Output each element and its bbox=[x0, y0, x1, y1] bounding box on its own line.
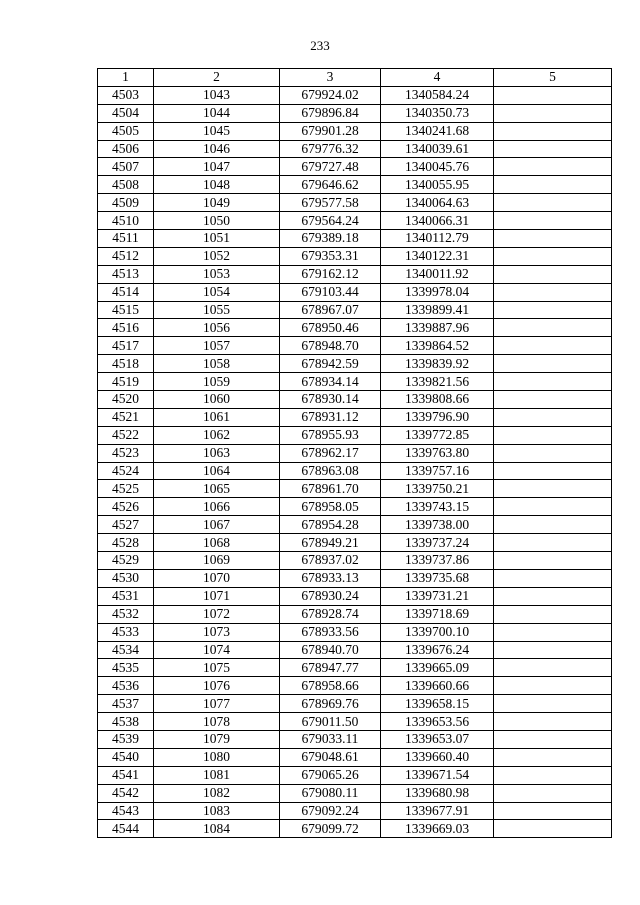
table-cell-col-4: 1339658.15 bbox=[381, 695, 494, 713]
table-row bbox=[98, 713, 612, 731]
table-cell-col-1: 4527 bbox=[98, 516, 154, 534]
table-row bbox=[98, 730, 612, 748]
table-cell-col-2: 1046 bbox=[154, 140, 280, 158]
table-row bbox=[98, 659, 612, 677]
table-cell-col-2: 1059 bbox=[154, 373, 280, 391]
column-header-3: 3 bbox=[280, 69, 381, 87]
table-cell-col-3: 678933.13 bbox=[280, 569, 381, 587]
table-cell-col-5 bbox=[494, 426, 612, 444]
table-cell-col-4: 1339743.15 bbox=[381, 498, 494, 516]
table-row bbox=[98, 247, 612, 265]
table-row bbox=[98, 319, 612, 337]
table-cell-col-4: 1339660.40 bbox=[381, 748, 494, 766]
table-cell-col-2: 1061 bbox=[154, 408, 280, 426]
table-cell-col-2: 1043 bbox=[154, 86, 280, 104]
table-cell-col-3: 678930.14 bbox=[280, 391, 381, 409]
table-cell-col-4: 1339772.85 bbox=[381, 426, 494, 444]
table-cell-col-5 bbox=[494, 820, 612, 838]
table-cell-col-4: 1339735.68 bbox=[381, 569, 494, 587]
table-cell-col-4: 1340350.73 bbox=[381, 104, 494, 122]
table-cell-col-1: 4543 bbox=[98, 802, 154, 820]
table-cell-col-1: 4515 bbox=[98, 301, 154, 319]
table-cell-col-4: 1340584.24 bbox=[381, 86, 494, 104]
table-cell-col-1: 4518 bbox=[98, 355, 154, 373]
table-cell-col-1: 4512 bbox=[98, 247, 154, 265]
table-row bbox=[98, 480, 612, 498]
table-cell-col-5 bbox=[494, 212, 612, 230]
table-cell-col-2: 1075 bbox=[154, 659, 280, 677]
table-cell-col-5 bbox=[494, 766, 612, 784]
table-cell-col-2: 1066 bbox=[154, 498, 280, 516]
table-cell-col-1: 4507 bbox=[98, 158, 154, 176]
table-header bbox=[98, 69, 612, 87]
table-cell-col-3: 678958.05 bbox=[280, 498, 381, 516]
table-cell-col-2: 1050 bbox=[154, 212, 280, 230]
table-cell-col-1: 4531 bbox=[98, 587, 154, 605]
column-header-4: 4 bbox=[381, 69, 494, 87]
table-cell-col-3: 679577.58 bbox=[280, 194, 381, 212]
table-cell-col-2: 1052 bbox=[154, 247, 280, 265]
table-cell-col-3: 678937.02 bbox=[280, 552, 381, 570]
table-cell-col-5 bbox=[494, 623, 612, 641]
table-cell-col-4: 1339669.03 bbox=[381, 820, 494, 838]
table-cell-col-5 bbox=[494, 534, 612, 552]
table-cell-col-1: 4538 bbox=[98, 713, 154, 731]
table-cell-col-4: 1340064.63 bbox=[381, 194, 494, 212]
table-cell-col-4: 1340241.68 bbox=[381, 122, 494, 140]
table-cell-col-3: 679092.24 bbox=[280, 802, 381, 820]
table-row bbox=[98, 122, 612, 140]
table-cell-col-2: 1065 bbox=[154, 480, 280, 498]
table-cell-col-3: 679048.61 bbox=[280, 748, 381, 766]
table-cell-col-3: 679896.84 bbox=[280, 104, 381, 122]
table-row bbox=[98, 176, 612, 194]
table-cell-col-2: 1069 bbox=[154, 552, 280, 570]
table-row bbox=[98, 516, 612, 534]
table-cell-col-1: 4504 bbox=[98, 104, 154, 122]
table-cell-col-5 bbox=[494, 659, 612, 677]
table-cell-col-2: 1045 bbox=[154, 122, 280, 140]
table-cell-col-2: 1081 bbox=[154, 766, 280, 784]
table-cell-col-2: 1051 bbox=[154, 230, 280, 248]
table-cell-col-4: 1339763.80 bbox=[381, 444, 494, 462]
coordinates-table bbox=[97, 68, 612, 838]
table-cell-col-3: 678947.77 bbox=[280, 659, 381, 677]
table-cell-col-3: 678969.76 bbox=[280, 695, 381, 713]
table-cell-col-5 bbox=[494, 408, 612, 426]
table-row bbox=[98, 265, 612, 283]
table-row bbox=[98, 641, 612, 659]
table-cell-col-4: 1339757.16 bbox=[381, 462, 494, 480]
table-cell-col-5 bbox=[494, 730, 612, 748]
table-row bbox=[98, 462, 612, 480]
table-cell-col-1: 4523 bbox=[98, 444, 154, 462]
column-header-2: 2 bbox=[154, 69, 280, 87]
table-row bbox=[98, 552, 612, 570]
table-cell-col-5 bbox=[494, 301, 612, 319]
table-cell-col-3: 679901.28 bbox=[280, 122, 381, 140]
table-cell-col-4: 1339653.07 bbox=[381, 730, 494, 748]
table-cell-col-4: 1339737.24 bbox=[381, 534, 494, 552]
table-row bbox=[98, 301, 612, 319]
table-cell-col-4: 1339978.04 bbox=[381, 283, 494, 301]
table-cell-col-4: 1339676.24 bbox=[381, 641, 494, 659]
table-cell-col-4: 1340112.79 bbox=[381, 230, 494, 248]
table-cell-col-5 bbox=[494, 802, 612, 820]
table-cell-col-1: 4540 bbox=[98, 748, 154, 766]
table-cell-col-2: 1053 bbox=[154, 265, 280, 283]
table-cell-col-4: 1340045.76 bbox=[381, 158, 494, 176]
table-cell-col-5 bbox=[494, 391, 612, 409]
table-cell-col-3: 679033.11 bbox=[280, 730, 381, 748]
table-cell-col-2: 1072 bbox=[154, 605, 280, 623]
table-cell-col-4: 1339887.96 bbox=[381, 319, 494, 337]
table-cell-col-2: 1084 bbox=[154, 820, 280, 838]
table-row bbox=[98, 212, 612, 230]
table-cell-col-3: 679065.26 bbox=[280, 766, 381, 784]
table-cell-col-3: 678950.46 bbox=[280, 319, 381, 337]
table-cell-col-1: 4514 bbox=[98, 283, 154, 301]
table-cell-col-3: 679776.32 bbox=[280, 140, 381, 158]
table-cell-col-3: 678948.70 bbox=[280, 337, 381, 355]
table-cell-col-5 bbox=[494, 86, 612, 104]
table-cell-col-2: 1079 bbox=[154, 730, 280, 748]
table-cell-col-5 bbox=[494, 283, 612, 301]
table-cell-col-2: 1049 bbox=[154, 194, 280, 212]
table-cell-col-4: 1339750.21 bbox=[381, 480, 494, 498]
table-row bbox=[98, 802, 612, 820]
table-cell-col-1: 4535 bbox=[98, 659, 154, 677]
table-cell-col-1: 4530 bbox=[98, 569, 154, 587]
table-cell-col-5 bbox=[494, 140, 612, 158]
table-cell-col-1: 4505 bbox=[98, 122, 154, 140]
table-cell-col-5 bbox=[494, 230, 612, 248]
table-cell-col-5 bbox=[494, 641, 612, 659]
table-cell-col-1: 4510 bbox=[98, 212, 154, 230]
table-cell-col-3: 678967.07 bbox=[280, 301, 381, 319]
table-cell-col-2: 1047 bbox=[154, 158, 280, 176]
page-number: 233 bbox=[310, 38, 330, 53]
table-row bbox=[98, 444, 612, 462]
header-row bbox=[98, 69, 612, 87]
table-row bbox=[98, 158, 612, 176]
table-cell-col-2: 1076 bbox=[154, 677, 280, 695]
table-cell-col-3: 678958.66 bbox=[280, 677, 381, 695]
table-cell-col-5 bbox=[494, 265, 612, 283]
table-cell-col-3: 679389.18 bbox=[280, 230, 381, 248]
table-cell-col-1: 4541 bbox=[98, 766, 154, 784]
table-cell-col-1: 4516 bbox=[98, 319, 154, 337]
table-cell-col-3: 678963.08 bbox=[280, 462, 381, 480]
table-row bbox=[98, 695, 612, 713]
table-cell-col-4: 1339653.56 bbox=[381, 713, 494, 731]
table-cell-col-5 bbox=[494, 122, 612, 140]
table-cell-col-5 bbox=[494, 194, 612, 212]
table-row bbox=[98, 569, 612, 587]
table-cell-col-2: 1073 bbox=[154, 623, 280, 641]
table-cell-col-3: 678962.17 bbox=[280, 444, 381, 462]
table-cell-col-1: 4506 bbox=[98, 140, 154, 158]
table-cell-col-4: 1340011.92 bbox=[381, 265, 494, 283]
table-row bbox=[98, 337, 612, 355]
table-cell-col-5 bbox=[494, 784, 612, 802]
table-row bbox=[98, 194, 612, 212]
table-cell-col-2: 1068 bbox=[154, 534, 280, 552]
table-cell-col-3: 678940.70 bbox=[280, 641, 381, 659]
table-cell-col-4: 1339737.86 bbox=[381, 552, 494, 570]
table-cell-col-2: 1055 bbox=[154, 301, 280, 319]
table-cell-col-1: 4508 bbox=[98, 176, 154, 194]
table-cell-col-1: 4513 bbox=[98, 265, 154, 283]
table-cell-col-4: 1340122.31 bbox=[381, 247, 494, 265]
table-row bbox=[98, 587, 612, 605]
table-cell-col-4: 1339899.41 bbox=[381, 301, 494, 319]
table-cell-col-2: 1044 bbox=[154, 104, 280, 122]
table-cell-col-2: 1077 bbox=[154, 695, 280, 713]
table-cell-col-4: 1339738.00 bbox=[381, 516, 494, 534]
table-cell-col-5 bbox=[494, 373, 612, 391]
table-row bbox=[98, 498, 612, 516]
table-cell-col-1: 4509 bbox=[98, 194, 154, 212]
table-cell-col-1: 4533 bbox=[98, 623, 154, 641]
table-cell-col-3: 679162.12 bbox=[280, 265, 381, 283]
table-cell-col-2: 1071 bbox=[154, 587, 280, 605]
table-cell-col-5 bbox=[494, 355, 612, 373]
table-cell-col-3: 678961.70 bbox=[280, 480, 381, 498]
table-row bbox=[98, 820, 612, 838]
table-cell-col-3: 678942.59 bbox=[280, 355, 381, 373]
table-cell-col-4: 1339821.56 bbox=[381, 373, 494, 391]
table-cell-col-3: 678934.14 bbox=[280, 373, 381, 391]
table-cell-col-3: 678931.12 bbox=[280, 408, 381, 426]
table-cell-col-1: 4511 bbox=[98, 230, 154, 248]
table-cell-col-1: 4524 bbox=[98, 462, 154, 480]
table-cell-col-5 bbox=[494, 337, 612, 355]
table-cell-col-5 bbox=[494, 104, 612, 122]
table-cell-col-5 bbox=[494, 677, 612, 695]
table-cell-col-1: 4528 bbox=[98, 534, 154, 552]
table-cell-col-2: 1062 bbox=[154, 426, 280, 444]
table-cell-col-3: 678955.93 bbox=[280, 426, 381, 444]
table-cell-col-1: 4517 bbox=[98, 337, 154, 355]
table-cell-col-1: 4522 bbox=[98, 426, 154, 444]
table-cell-col-5 bbox=[494, 587, 612, 605]
table-cell-col-5 bbox=[494, 444, 612, 462]
table-cell-col-1: 4529 bbox=[98, 552, 154, 570]
table-cell-col-4: 1339671.54 bbox=[381, 766, 494, 784]
table-cell-col-3: 679353.31 bbox=[280, 247, 381, 265]
table-cell-col-4: 1339796.90 bbox=[381, 408, 494, 426]
table-row bbox=[98, 283, 612, 301]
table-cell-col-3: 679099.72 bbox=[280, 820, 381, 838]
table-cell-col-1: 4520 bbox=[98, 391, 154, 409]
table-cell-col-5 bbox=[494, 498, 612, 516]
table-cell-col-3: 679103.44 bbox=[280, 283, 381, 301]
table-cell-col-4: 1339660.66 bbox=[381, 677, 494, 695]
table-cell-col-2: 1054 bbox=[154, 283, 280, 301]
table-cell-col-5 bbox=[494, 713, 612, 731]
table-cell-col-4: 1340039.61 bbox=[381, 140, 494, 158]
table-row bbox=[98, 355, 612, 373]
table-cell-col-1: 4519 bbox=[98, 373, 154, 391]
table-cell-col-3: 679924.02 bbox=[280, 86, 381, 104]
table-row bbox=[98, 605, 612, 623]
table-row bbox=[98, 104, 612, 122]
table-cell-col-1: 4526 bbox=[98, 498, 154, 516]
table-cell-col-5 bbox=[494, 158, 612, 176]
table-row bbox=[98, 426, 612, 444]
column-header-5: 5 bbox=[494, 69, 612, 87]
table-cell-col-5 bbox=[494, 176, 612, 194]
table-cell-col-2: 1078 bbox=[154, 713, 280, 731]
table-row bbox=[98, 391, 612, 409]
table-cell-col-5 bbox=[494, 605, 612, 623]
table-cell-col-5 bbox=[494, 748, 612, 766]
table-cell-col-5 bbox=[494, 462, 612, 480]
table-row bbox=[98, 784, 612, 802]
table-cell-col-4: 1339665.09 bbox=[381, 659, 494, 677]
table-cell-col-3: 678949.21 bbox=[280, 534, 381, 552]
table-cell-col-5 bbox=[494, 247, 612, 265]
table-cell-col-2: 1058 bbox=[154, 355, 280, 373]
table-cell-col-4: 1339864.52 bbox=[381, 337, 494, 355]
table-cell-col-4: 1340066.31 bbox=[381, 212, 494, 230]
table-row bbox=[98, 230, 612, 248]
table-cell-col-1: 4525 bbox=[98, 480, 154, 498]
table-cell-col-4: 1339680.98 bbox=[381, 784, 494, 802]
table-cell-col-5 bbox=[494, 480, 612, 498]
table-cell-col-1: 4537 bbox=[98, 695, 154, 713]
table-cell-col-5 bbox=[494, 695, 612, 713]
table-cell-col-4: 1339731.21 bbox=[381, 587, 494, 605]
table-cell-col-4: 1339808.66 bbox=[381, 391, 494, 409]
table-cell-col-1: 4534 bbox=[98, 641, 154, 659]
table-row bbox=[98, 748, 612, 766]
table-cell-col-2: 1056 bbox=[154, 319, 280, 337]
column-header-1: 1 bbox=[98, 69, 154, 87]
table-cell-col-1: 4544 bbox=[98, 820, 154, 838]
table-cell-col-4: 1339839.92 bbox=[381, 355, 494, 373]
table-cell-col-3: 678954.28 bbox=[280, 516, 381, 534]
table-row bbox=[98, 766, 612, 784]
table-cell-col-1: 4503 bbox=[98, 86, 154, 104]
table-row bbox=[98, 86, 612, 104]
table-cell-col-3: 679564.24 bbox=[280, 212, 381, 230]
table-cell-col-3: 678933.56 bbox=[280, 623, 381, 641]
table-cell-col-3: 679011.50 bbox=[280, 713, 381, 731]
table-cell-col-3: 679080.11 bbox=[280, 784, 381, 802]
table-cell-col-4: 1340055.95 bbox=[381, 176, 494, 194]
table-cell-col-3: 678928.74 bbox=[280, 605, 381, 623]
table-cell-col-3: 679646.62 bbox=[280, 176, 381, 194]
table-cell-col-2: 1064 bbox=[154, 462, 280, 480]
table-cell-col-5 bbox=[494, 552, 612, 570]
table-cell-col-1: 4532 bbox=[98, 605, 154, 623]
table-cell-col-5 bbox=[494, 319, 612, 337]
table-cell-col-5 bbox=[494, 516, 612, 534]
table-cell-col-2: 1082 bbox=[154, 784, 280, 802]
table-row bbox=[98, 373, 612, 391]
table-cell-col-2: 1067 bbox=[154, 516, 280, 534]
table-cell-col-2: 1060 bbox=[154, 391, 280, 409]
table-cell-col-2: 1074 bbox=[154, 641, 280, 659]
table-row bbox=[98, 623, 612, 641]
table-cell-col-4: 1339718.69 bbox=[381, 605, 494, 623]
table-cell-col-2: 1070 bbox=[154, 569, 280, 587]
table-cell-col-1: 4539 bbox=[98, 730, 154, 748]
table-row bbox=[98, 677, 612, 695]
table-cell-col-2: 1048 bbox=[154, 176, 280, 194]
table-body bbox=[98, 86, 612, 837]
table-cell-col-1: 4536 bbox=[98, 677, 154, 695]
table-cell-col-4: 1339700.10 bbox=[381, 623, 494, 641]
table-cell-col-3: 679727.48 bbox=[280, 158, 381, 176]
table-row bbox=[98, 408, 612, 426]
table-cell-col-1: 4542 bbox=[98, 784, 154, 802]
table-cell-col-3: 678930.24 bbox=[280, 587, 381, 605]
table-cell-col-2: 1083 bbox=[154, 802, 280, 820]
table-row bbox=[98, 534, 612, 552]
table-row bbox=[98, 140, 612, 158]
table-cell-col-2: 1057 bbox=[154, 337, 280, 355]
table-cell-col-1: 4521 bbox=[98, 408, 154, 426]
table-cell-col-2: 1063 bbox=[154, 444, 280, 462]
table-cell-col-4: 1339677.91 bbox=[381, 802, 494, 820]
table-cell-col-5 bbox=[494, 569, 612, 587]
table-cell-col-2: 1080 bbox=[154, 748, 280, 766]
